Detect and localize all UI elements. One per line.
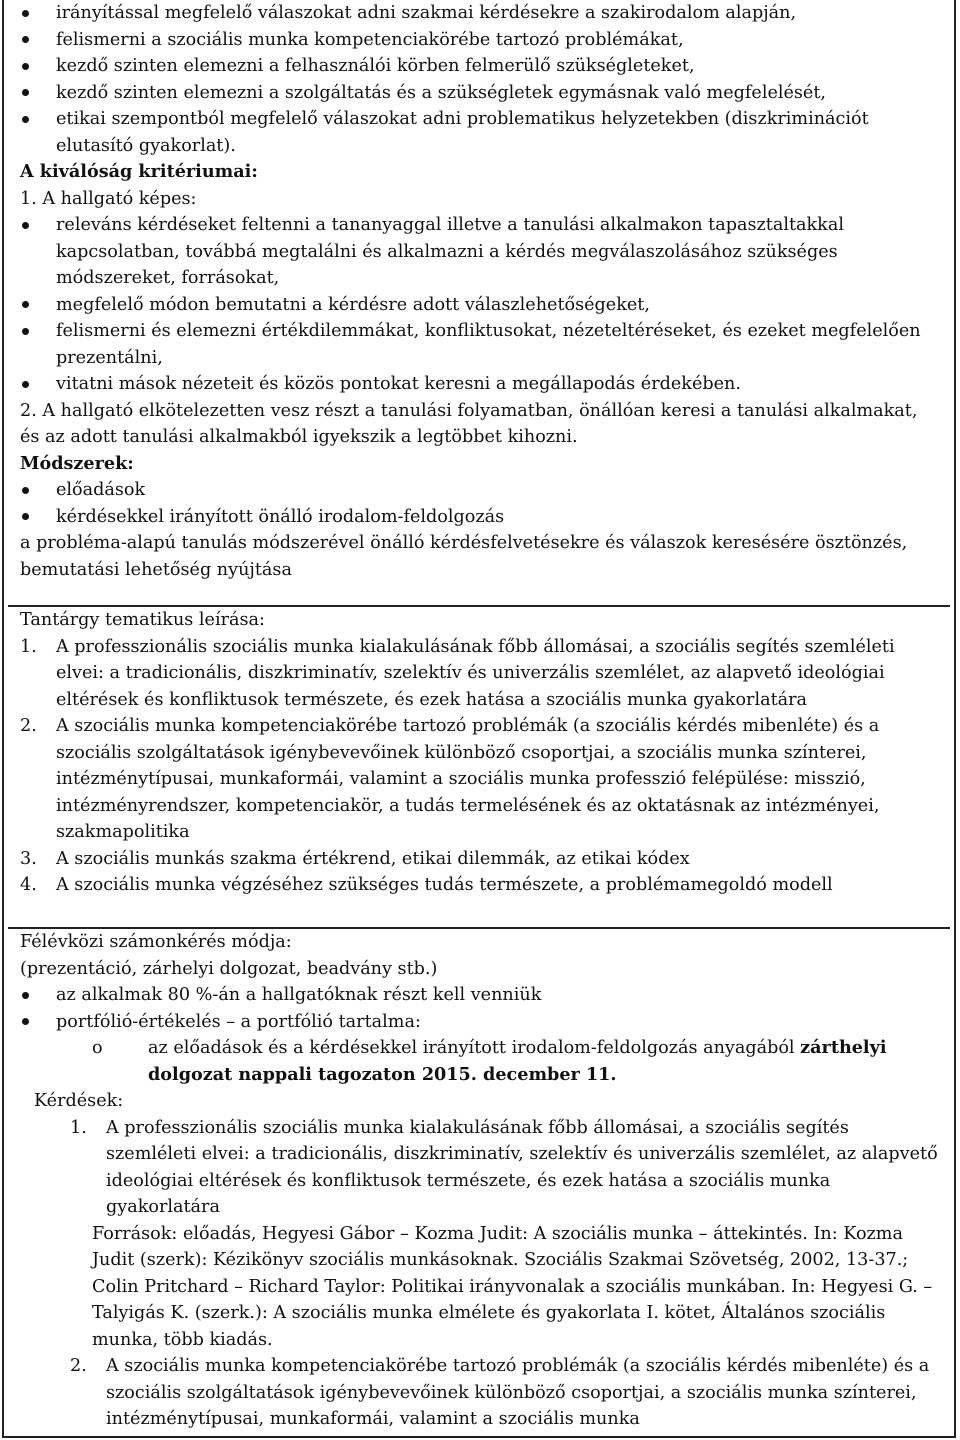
question-item: 1. A professzionális szociális munka kialakulásának főbb állomásai, a szociális segítés szemléleti elvei: a tradicionális, diszkriminatív, szelektív és univerzális szemlélet, az alapvető ideológiai eltérések és konfliktusok természete, és ezek hatása a szociális munka gyakorlatára (70, 1117, 938, 1217)
list-item: kezdő szinten elemezni a szolgáltatás és a szükségletek egymásnak való megfelelését, (20, 80, 938, 107)
list-item: irányítással megfelelő válaszokat adni szakmai kérdésekre a szakirodalom alapján, (20, 0, 938, 27)
bullet-icon (22, 10, 29, 17)
question-item: 2. A szociális munka kompetenciakörébe tartozó problémák (a szociális kérdés mibenléte) és a szociális szolgáltatások igénybevevőinek különböző csoportjai, a szociális munka színterei, intézménytípusai, munkaformái, valamint a szociális munka (70, 1356, 930, 1429)
assessment-section (8, 929, 950, 1436)
bullet-icon (22, 513, 29, 520)
bullet-icon (22, 381, 29, 388)
bullet-icon (22, 116, 29, 123)
bullet-icon (22, 328, 29, 335)
bullet-icon (22, 487, 29, 494)
question-sources: Források: előadás, Hegyesi Gábor – Kozma Judit: A szociális munka – áttekintés. In: Kozma Judit (szerk): Kézikönyv szociális munkásoknak. Szociális Szakmai Szövetség, 2002, 13-37.; Colin Pritchard – Richard Taylor: Politikai irányvonalak a szociális munkában. In: Hegyesi G. – Talyigás K. (szerk.): A szociális munka elmélete és gyakorlata I. kötet, Általános szociális munka, több kiadás. (92, 1223, 933, 1350)
methods-text: a probléma-alapú tanulás módszerével önálló kérdésfelvetésekre és válaszok keresésére ösztönzés, bemutatási lehetőség nyújtása (20, 533, 908, 580)
circle-bullet-icon: o (92, 1038, 103, 1058)
list-item: kérdésekkel irányított önálló irodalom-feldolgozás (20, 504, 938, 531)
sub-list-item: o az előadások és a kérdésekkel irányított irodalom-feldolgozás anyagából zárthelyi dolgozat nappali tagozaton 2015. december 11. (20, 1035, 938, 1088)
list-item: portfólió-értékelés – a portfólió tartalma: (20, 1009, 938, 1036)
list-item: releváns kérdéseket feltenni a tananyaggal illetve a tanulási alkalmakon tapasztaltakkal kapcsolatban, továbbá megtalálni és alkalmazni a kérdés megválaszolásához szükséges módszereket, forrásokat, (20, 212, 938, 292)
list-item: 1. A professzionális szociális munka kialakulásának főbb állomásai, a szociális segítés szemléleti elvei: a tradicionális, diszkriminatív, szelektív és univerzális szemlélet, az alapvető ideológiai eltérések és konfliktusok természete, és ezek hatása a szociális munka gyakorlatára (20, 636, 895, 710)
document-frame (2, 0, 956, 1438)
bullet-icon (22, 222, 29, 229)
questions-label: Kérdések: (34, 1091, 124, 1111)
list-item: felismerni a szociális munka kompetenciakörébe tartozó problémákat, (20, 27, 938, 54)
learning-outcomes-section (8, 0, 950, 607)
assessment-heading: Félévközi számonkérés módja: (20, 932, 292, 952)
course-topics-section (8, 607, 950, 929)
bullet-icon (22, 89, 29, 96)
list-item: az alkalmak 80 %-án a hallgatóknak részt kell venniük (20, 982, 938, 1009)
bullet-icon (22, 1018, 29, 1025)
list-item: 2. A szociális munka kompetenciakörébe tartozó problémák (a szociális kérdés mibenléte) és a szociális szolgáltatások igénybevevőinek különböző csoportjai, a szociális munka színterei, intézménytípusai, munkaformái, valamint a szociális munka professzió felépülése: misszió, intézményrendszer, kompetenciakör, a tudás termelésének és az oktatásnak az intézményei, szakmapolitika (20, 716, 880, 842)
bullet-icon (22, 301, 29, 308)
point1-intro: 1. A hallgató képes: (20, 188, 197, 209)
bullet-icon (22, 36, 29, 43)
list-item: előadások (20, 477, 938, 504)
list-item: 4. A szociális munka végzéséhez szükséges tudás természete, a problémamegoldó modell (20, 875, 833, 895)
list-item: 3. A szociális munkás szakma értékrend, etikai dilemmák, az etikai kódex (20, 848, 690, 869)
list-item: felismerni és elemezni értékdilemmákat, konfliktusokat, nézeteltéréseket, és ezeket megfelelően prezentálni, (20, 318, 938, 371)
point2-paragraph: 2. A hallgató elkötelezetten vesz részt a tanulási folyamatban, önállóan keresi a tanulási alkalmakat, és az adott tanulási alkalmakból igyekszik a legtöbbet kihozni. (20, 400, 918, 447)
list-item: etikai szempontból megfelelő válaszokat adni problematikus helyzetekben (diszkriminációt elutasító gyakorlat). (20, 106, 938, 159)
list-item: kezdő szinten elemezni a felhasználói körben felmerülő szükségleteket, (20, 53, 938, 80)
assessment-subheading: (prezentáció, zárhelyi dolgozat, beadvány stb.) (20, 958, 438, 979)
topics-heading: Tantárgy tematikus leírása: (20, 610, 265, 630)
methods-heading: Módszerek: (20, 452, 134, 474)
list-item: megfelelő módon bemutatni a kérdésre adott válaszlehetőségeket, (20, 292, 938, 319)
exam-date: zárthelyi dolgozat nappali tagozaton 2015. december 11. (148, 1037, 887, 1085)
excellence-heading: A kiválóság kritériumai: (20, 161, 258, 182)
bullet-icon (22, 63, 29, 70)
bullet-icon (22, 992, 29, 999)
list-item: vitatni mások nézeteit és közös pontokat keresni a megállapodás érdekében. (20, 371, 938, 398)
